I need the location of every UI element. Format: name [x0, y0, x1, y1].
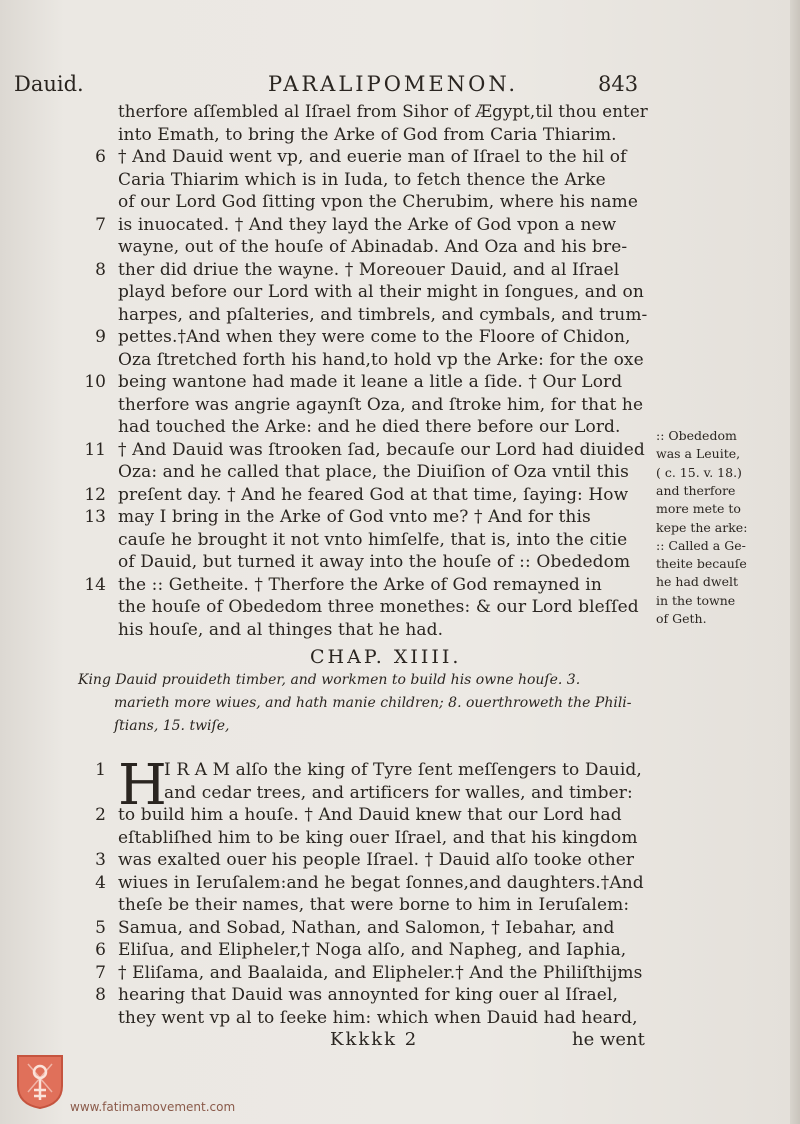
margin-note-line: more mete to: [656, 501, 741, 517]
line-text: cauſe he brought it not vnto himſelfe, that is, into the citie: [118, 529, 628, 550]
line-text: the houſe of Obededom three monethes: & our Lord bleſſed: [118, 597, 639, 617]
verse-number: 1: [95, 760, 106, 780]
verse-number: 6: [95, 940, 106, 960]
margin-note-line: kepe the arke:: [656, 519, 748, 535]
line-text: therfore aſſembled al Iſrael from Sihor of Ægypt,til thou enter: [118, 102, 648, 121]
margin-note-line: and therfore: [656, 482, 736, 498]
verse-number: 7: [95, 214, 106, 235]
running-head-left: Dauid.: [14, 72, 84, 96]
margin-note-line: theite becauſe: [656, 556, 747, 572]
text-line: [0, 963, 800, 987]
verse-number: 11: [84, 439, 106, 460]
text-line: [0, 260, 800, 284]
summary-line: marieth more wiues, and hath manie children; 8. ouerthroweth the Phili-: [114, 695, 632, 711]
text-line: [0, 192, 800, 216]
line-text: † Eliſama, and Baalaida, and Elipheler.† And the Philiſthijms: [118, 962, 643, 983]
verse-number: 3: [95, 850, 106, 870]
line-text: is inuocated. † And they layd the Arke of God vpon a new: [118, 214, 617, 235]
line-text: may I bring in the Arke of God vnto me? † And for this: [118, 507, 591, 527]
text-line: [0, 170, 800, 194]
text-line: [0, 372, 800, 396]
line-text: Samua, and Sobad, Nathan, and Salomon, † Iebahar, and: [118, 917, 615, 938]
line-text: ther did driue the wayne. † Moreouer Dauid, and al Iſrael: [118, 259, 620, 280]
text-line: [0, 850, 800, 874]
text-line: [0, 760, 800, 784]
verse-number: 4: [95, 872, 106, 893]
text-line: [0, 895, 800, 919]
text-line: [0, 237, 800, 261]
text-line: [0, 395, 800, 419]
margin-note-line: in the towne: [656, 592, 736, 608]
margin-note-line: was a Leuite,: [656, 446, 741, 462]
text-line: [0, 327, 800, 351]
margin-note-line: :: Obededom: [656, 428, 737, 443]
text-line: [0, 918, 800, 942]
line-text: being wantone had made it leane a litle a ſide. † Our Lord: [118, 372, 623, 392]
line-text: the :: Getheite. † Therfore the Arke of God remayned in: [118, 574, 602, 595]
chapter-heading: CHAP. XIIII.: [310, 646, 462, 668]
text-line: [0, 805, 800, 829]
line-text: hearing that Dauid was annoynted for king ouer al Iſrael,: [118, 985, 618, 1005]
text-line: [0, 985, 800, 1009]
page-edge: [790, 0, 800, 1124]
line-text: harpes, and pſalteries, and timbrels, and cymbals, and trum-: [118, 304, 648, 325]
verse-number: 10: [84, 372, 106, 392]
line-text: of Dauid, but turned it away into the houſe of :: Obededom: [118, 552, 631, 572]
line-text: † And Dauid was ſtrooken ſad, becauſe our Lord had diuided: [118, 439, 645, 460]
text-line: [0, 350, 800, 374]
line-text: and cedar trees, and artificers for walles, and timber:: [164, 782, 633, 803]
line-text: wayne, out of the houſe of Abinadab. And Oza and his bre-: [118, 237, 628, 257]
verse-number: 2: [95, 805, 106, 825]
text-line: [0, 147, 800, 171]
text-line: [0, 215, 800, 239]
verse-number: 12: [84, 484, 106, 505]
verse-number: 5: [95, 917, 106, 938]
line-text: Caria Thiarim which is in Iuda, to fetch thence the Arke: [118, 169, 606, 190]
text-line: [0, 940, 800, 964]
text-line: [0, 282, 800, 306]
line-text: his houſe, and al thinges that he had.: [118, 619, 444, 640]
margin-note-line: of Geth.: [656, 611, 707, 626]
verse-number: 9: [95, 327, 106, 347]
signature-mark: Kkkkk 2: [330, 1029, 419, 1050]
margin-note-line: ( c. 15. v. 18.): [656, 464, 742, 480]
line-text: I R A M alſo the king of Tyre ſent meſſengers to Dauid,: [164, 760, 642, 780]
watermark-url[interactable]: www.fatimamovement.com: [70, 1100, 236, 1114]
line-text: † And Dauid went vp, and euerie man of Iſrael to the hil of: [118, 147, 627, 167]
verse-number: 8: [95, 259, 106, 280]
line-text: pettes.†And when they were come to the Floore of Chidon,: [118, 327, 631, 347]
line-text: was exalted ouer his people Iſrael. † Dauid alſo tooke other: [118, 850, 635, 870]
line-text: of our Lord God ſitting vpon the Cherubim, where his name: [118, 192, 639, 212]
verse-number: 7: [95, 962, 106, 983]
text-line: [0, 305, 800, 329]
line-text: theſe be their names, that were borne to him in Ieruſalem:: [118, 895, 630, 915]
line-text: to build him a houſe. † And Dauid knew that our Lord had: [118, 805, 622, 825]
line-text: Oza: and he called that place, the Diuiſion of Oza vntil this: [118, 462, 629, 482]
text-line: [0, 873, 800, 897]
verse-number: 14: [84, 574, 106, 595]
line-text: Oza ſtretched forth his hand,to hold vp the Arke: for the oxe: [118, 349, 644, 370]
margin-note-line: :: Called a Ge-: [656, 537, 746, 553]
line-text: Eliſua, and Elipheler,† Noga alſo, and Napheg, and Iaphia,: [118, 940, 627, 960]
text-line: [0, 783, 800, 807]
line-text: therfore was angrie agaynſt Oza, and ſtroke him, for that he: [118, 394, 644, 415]
verse-number: 13: [84, 507, 106, 527]
summary-line: King Dauid prouideth timber, and workmen to build his owne houſe. 3.: [78, 672, 581, 688]
text-line: [0, 102, 800, 126]
line-text: playd before our Lord with al their might in ſongues, and on: [118, 282, 644, 302]
line-text: preſent day. † And he feared God at that time, ſaying: How: [118, 484, 629, 505]
papal-seal-icon: [14, 1052, 66, 1110]
line-text: had touched the Arke: and he died there before our Lord.: [118, 417, 621, 437]
text-line: [0, 828, 800, 852]
page-number: 843: [598, 72, 639, 96]
verse-number: 8: [95, 985, 106, 1005]
catchword: he went: [572, 1029, 645, 1050]
text-line: [0, 1008, 800, 1032]
line-text: eſtabliſhed him to be king ouer Iſrael, and that his kingdom: [118, 827, 638, 848]
summary-line: ſtians, 15. twiſe,: [114, 718, 230, 734]
line-text: into Emath, to bring the Arke of God from Caria Thiarim.: [118, 124, 617, 145]
drop-cap: H: [118, 753, 167, 818]
line-text: they went vp al to ſeeke him: which when Dauid had heard,: [118, 1007, 638, 1028]
text-line: [0, 125, 800, 149]
line-text: wiues in Ieruſalem:and he begat ſonnes,and daughters.†And: [118, 872, 644, 893]
margin-note-line: he had dwelt: [656, 574, 739, 590]
running-head-title: PARALIPOMENON.: [268, 72, 519, 96]
verse-number: 6: [95, 147, 106, 167]
